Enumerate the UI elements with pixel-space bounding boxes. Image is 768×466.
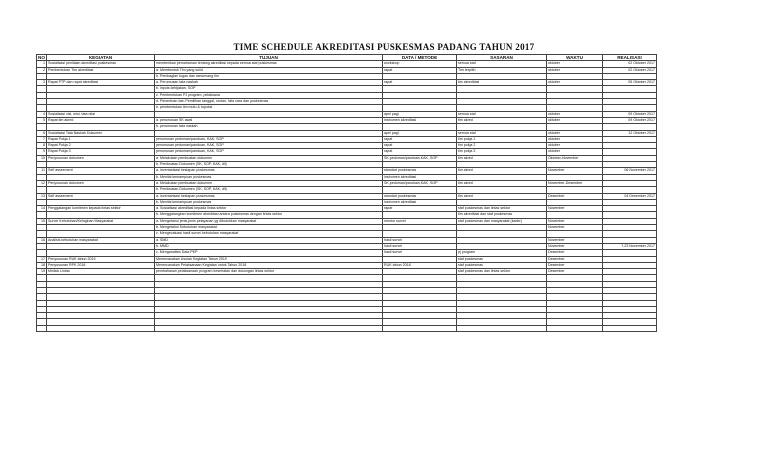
cell-tujuan: a. Perumusan tata naskah: [155, 80, 383, 86]
cell-waktu: November: [547, 237, 603, 243]
cell-waktu: oktober: [547, 149, 603, 155]
cell-sasaran: pj program: [457, 250, 547, 256]
cell-tujuan: b. perumusan tata naskah: [155, 124, 383, 130]
cell-waktu: oktober: [547, 67, 603, 73]
cell-kegiatan: Rapat Pokja 3: [47, 149, 155, 155]
cell-no: 1: [37, 61, 47, 67]
cell-waktu: November-Desember: [547, 180, 603, 186]
cell-no: 19: [37, 269, 47, 275]
cell-realisasi: 06 November 2017: [603, 168, 657, 174]
cell-no: 5: [37, 117, 47, 123]
cell-no: 14: [37, 206, 47, 212]
cell-tujuan: perumusan pedoman/panduan, KAK, SOP: [155, 136, 383, 142]
cell-waktu: oktober: [547, 117, 603, 123]
cell-metode: instrumen akreditasi: [383, 117, 457, 123]
cell-realisasi: 09 Oktober 2017: [603, 117, 657, 123]
cell-tujuan: a. SMD: [155, 237, 383, 243]
cell-no: 7: [37, 136, 47, 142]
cell-no: 13: [37, 193, 47, 199]
col-header-no: NO: [38, 55, 45, 60]
cell-metode: workshop: [383, 61, 457, 67]
cell-sasaran: tim akred: [457, 168, 547, 174]
cell-metode: rapat: [383, 136, 457, 142]
cell-tujuan: perumusan pedoman/panduan, KAK, SOP: [155, 149, 383, 155]
cell-sasaran: [457, 325, 547, 331]
cell-metode: hasil survei: [383, 237, 457, 243]
cell-tujuan: b. Pembuatan Dokumen (SK, SOP, KAK, dll): [155, 162, 383, 168]
document-title: TIME SCHEDULE AKREDITASI PUSKESMAS PADANG TAHUN 2017: [233, 42, 535, 52]
cell-no: 18: [37, 262, 47, 268]
cell-tujuan: a. inventarisasi kesiapan puskesmas: [155, 193, 383, 199]
col-header-realisasi: REALISASI: [603, 55, 657, 61]
cell-metode: hasil survei: [383, 243, 457, 249]
cell-no: 3: [37, 80, 47, 86]
cell-sasaran: tim akred: [457, 117, 547, 123]
cell-kegiatan: Penggalangan komitmen kepada lintas sektor: [47, 206, 155, 212]
cell-tujuan: e. pembentukan tim mutu & tupoksi: [155, 105, 383, 111]
cell-sasaran: tim akred: [457, 180, 547, 186]
cell-metode: apel pagi: [383, 130, 457, 136]
cell-waktu: oktober: [547, 61, 603, 67]
cell-sasaran: staf puskesmas: [457, 262, 547, 268]
cell-no: 12: [37, 180, 47, 186]
cell-tujuan: b. MMD: [155, 243, 383, 249]
cell-metode: rapat: [383, 149, 457, 155]
cell-kegiatan: Penyusunan dokumen: [47, 180, 155, 186]
cell-metode: SK,pedoman/panduan,KAK, SOP: [383, 180, 457, 186]
cell-waktu: November: [547, 206, 603, 212]
col-header-sasaran: SASARAN: [457, 55, 547, 61]
cell-tujuan: b. Menilai kemampuan puskesmas: [155, 174, 383, 180]
cell-metode: SK,pedoman/panduan,KAK, SOP: [383, 155, 457, 161]
cell-waktu: Oktober-November: [547, 155, 603, 161]
cell-waktu: oktober: [547, 130, 603, 136]
cell-no: 9: [37, 149, 47, 155]
cell-metode: rapat: [383, 206, 457, 212]
cell-no: 8: [37, 143, 47, 149]
cell-waktu: Desember: [547, 269, 603, 275]
cell-no: 17: [37, 256, 47, 262]
cell-sasaran: tim akreditasi: [457, 80, 547, 86]
cell-tujuan: a. Melakukan pembuatan dokumen: [155, 155, 383, 161]
cell-sasaran: tim akred: [457, 155, 547, 161]
cell-kegiatan: Minilok Lintas: [47, 269, 155, 275]
cell-metode: RUK tahun 2018: [383, 262, 457, 268]
cell-kegiatan: Self assesment: [47, 168, 155, 174]
cell-kegiatan: Penyusunan RUK tahun 2019: [47, 256, 155, 262]
table-row: [37, 325, 657, 331]
cell-realisasi: 02 Oktober 2017: [603, 67, 657, 73]
cell-waktu: oktober: [547, 111, 603, 117]
cell-kegiatan: Analisis kebutuhan masyarakat: [47, 237, 155, 243]
cell-kegiatan: Rapat PTP dan rapat akreditasi: [47, 80, 155, 86]
cell-tujuan: c. Mengevaluasi hasil survei kebutuhan masyarakat: [155, 231, 383, 237]
cell-metode: standart puskesmas: [383, 193, 457, 199]
cell-kegiatan: Rapat Pokja 2: [47, 143, 155, 149]
cell-waktu: oktober: [547, 143, 603, 149]
cell-tujuan: b. Pembagian tugas dan wewenang tim: [155, 73, 383, 79]
cell-no: [37, 325, 47, 331]
cell-tujuan: a. inventarisasi kesiapan puskesmas: [155, 168, 383, 174]
cell-tujuan: b. inputs kebijakan, SOP: [155, 86, 383, 92]
cell-waktu: Desember: [547, 256, 603, 262]
cell-tujuan: memberikan pemahaman tentang akreditasi kepada semua staf puskesmas: [155, 61, 383, 67]
cell-metode: instrumen akreditasi: [383, 199, 457, 205]
cell-sasaran: staf puskesmas: [457, 256, 547, 262]
cell-tujuan: pembahasan pelaksanaan program kesehatan dan dukungan lintas sektor: [155, 269, 383, 275]
cell-sasaran: staf puskesmas dan lintas sektor: [457, 206, 547, 212]
cell-tujuan: Merencanakan Usulan Kegiatan Tahun 2019: [155, 256, 383, 262]
cell-metode: instrumen akreditasi: [383, 174, 457, 180]
cell-kegiatan: Rapat tim akred: [47, 117, 155, 123]
cell-kegiatan: [47, 325, 155, 331]
cell-waktu: November: [547, 218, 603, 224]
cell-tujuan: a. Sosialisasi akreditasi kepada lintas sektor: [155, 206, 383, 212]
cell-waktu: oktober: [547, 80, 603, 86]
cell-waktu: Desember: [547, 262, 603, 268]
cell-no: 6: [37, 130, 47, 136]
cell-metode: rapat: [383, 80, 457, 86]
cell-metode: apel pagi: [383, 111, 457, 117]
cell-sasaran: tim pokja 2: [457, 143, 547, 149]
cell-realisasi: 04 Desember 2017: [603, 193, 657, 199]
cell-waktu: November: [547, 243, 603, 249]
cell-tujuan: a. perumusan SK awal: [155, 117, 383, 123]
cell-waktu: Desember: [547, 193, 603, 199]
cell-metode: rapat: [383, 67, 457, 73]
cell-waktu: November: [547, 225, 603, 231]
cell-tujuan: b. Menggalangkan komitmen akreditasi antara puskesmas dengan lintas sektor: [155, 212, 383, 218]
cell-sasaran: tim pokja 3: [457, 149, 547, 155]
cell-kegiatan: Pembentukan Tim akreditasi: [47, 67, 155, 73]
cell-sasaran: staf puskesmas dan masyarakat (kader): [457, 218, 547, 224]
col-header-tujuan: TUJUAN: [155, 55, 383, 61]
cell-no: 2: [37, 67, 47, 73]
cell-waktu: oktober: [547, 136, 603, 142]
cell-tujuan: c. Menganalisis Data PKP: [155, 250, 383, 256]
cell-sasaran: tim akreditasi dan staf puskesmas: [457, 212, 547, 218]
cell-kegiatan: Sosialisasi Tata Naskah Dokumen: [47, 130, 155, 136]
cell-tujuan: Merencanakan Pelaksanaan Kegiatan untuk Tahun 2018: [155, 262, 383, 268]
cell-tujuan: b. Mengetahui Kebutuhan masyarakat: [155, 225, 383, 231]
cell-realisasi: [603, 325, 657, 331]
cell-waktu: Desember: [547, 250, 603, 256]
cell-tujuan: [155, 325, 383, 331]
cell-sasaran: tim akred: [457, 193, 547, 199]
cell-sasaran: semua staf: [457, 130, 547, 136]
cell-realisasi: 09 Oktober 2017: [603, 111, 657, 117]
col-header-waktu: WAKTU: [547, 55, 603, 61]
cell-kegiatan: Sosialisasi visi, misi, tata nilai: [47, 111, 155, 117]
cell-kegiatan: Penyusunan RPK 2018: [47, 262, 155, 268]
cell-sasaran: semua staf: [457, 61, 547, 67]
cell-metode: mentor survei: [383, 218, 457, 224]
cell-tujuan: a. Membentuk Tim yang solid: [155, 67, 383, 73]
col-header-kegiatan: KEGIATAN: [47, 55, 155, 61]
cell-sasaran: Tim terpilih: [457, 67, 547, 73]
cell-waktu: November: [547, 168, 603, 174]
cell-no: 10: [37, 155, 47, 161]
cell-realisasi: 7-23 November 2017: [603, 243, 657, 249]
cell-tujuan: perumusan pedoman/panduan, KAK, SOP: [155, 143, 383, 149]
cell-sasaran: staf puskesmas dan lintas sektor: [457, 269, 547, 275]
cell-tujuan: a. Melakukan pembuatan dokumen: [155, 180, 383, 186]
cell-metode: [383, 325, 457, 331]
cell-realisasi: 12 Oktober 2017: [603, 130, 657, 136]
cell-realisasi: 02 Oktober 2017: [603, 61, 657, 67]
cell-metode: hasil survei: [383, 250, 457, 256]
cell-tujuan: b. Pembuatan Dokumen (SK, SOP, KAK, dll): [155, 187, 383, 193]
cell-kegiatan: Sosialisasi penilaian akreditasi puskesmas: [47, 61, 155, 67]
cell-sasaran: tim pokja 1: [457, 136, 547, 142]
cell-no: 16: [37, 237, 47, 243]
cell-tujuan: c. Pembentukan PJ program, pelaksana: [155, 92, 383, 98]
cell-realisasi: 05 Oktober 2017: [603, 80, 657, 86]
cell-kegiatan: Survei Kebutuhan/Keinginan Masyarakat: [47, 218, 155, 224]
cell-kegiatan: Self assesment: [47, 193, 155, 199]
cell-tujuan: d. Penentuan dan Pemilihan tanggal, urutan, tata cara dan puskesmas: [155, 99, 383, 105]
cell-tujuan: a. Mengetahui jenis-jenis pelayanan yg dibutuhkan masyarakat: [155, 218, 383, 224]
schedule-table: [36, 54, 657, 332]
cell-metode: rapat: [383, 143, 457, 149]
cell-no: 4: [37, 111, 47, 117]
cell-no: 15: [37, 218, 47, 224]
cell-metode: standart puskesmas: [383, 168, 457, 174]
cell-sasaran: semua staf: [457, 111, 547, 117]
cell-tujuan: b. Menilai kemampuan puskesmas: [155, 199, 383, 205]
cell-kegiatan: Rapat Pokja 1: [47, 136, 155, 142]
cell-waktu: [547, 325, 603, 331]
col-header-metode: DATA / METODE: [383, 55, 457, 61]
cell-no: 11: [37, 168, 47, 174]
cell-kegiatan: Penyusunan dokumen: [47, 155, 155, 161]
